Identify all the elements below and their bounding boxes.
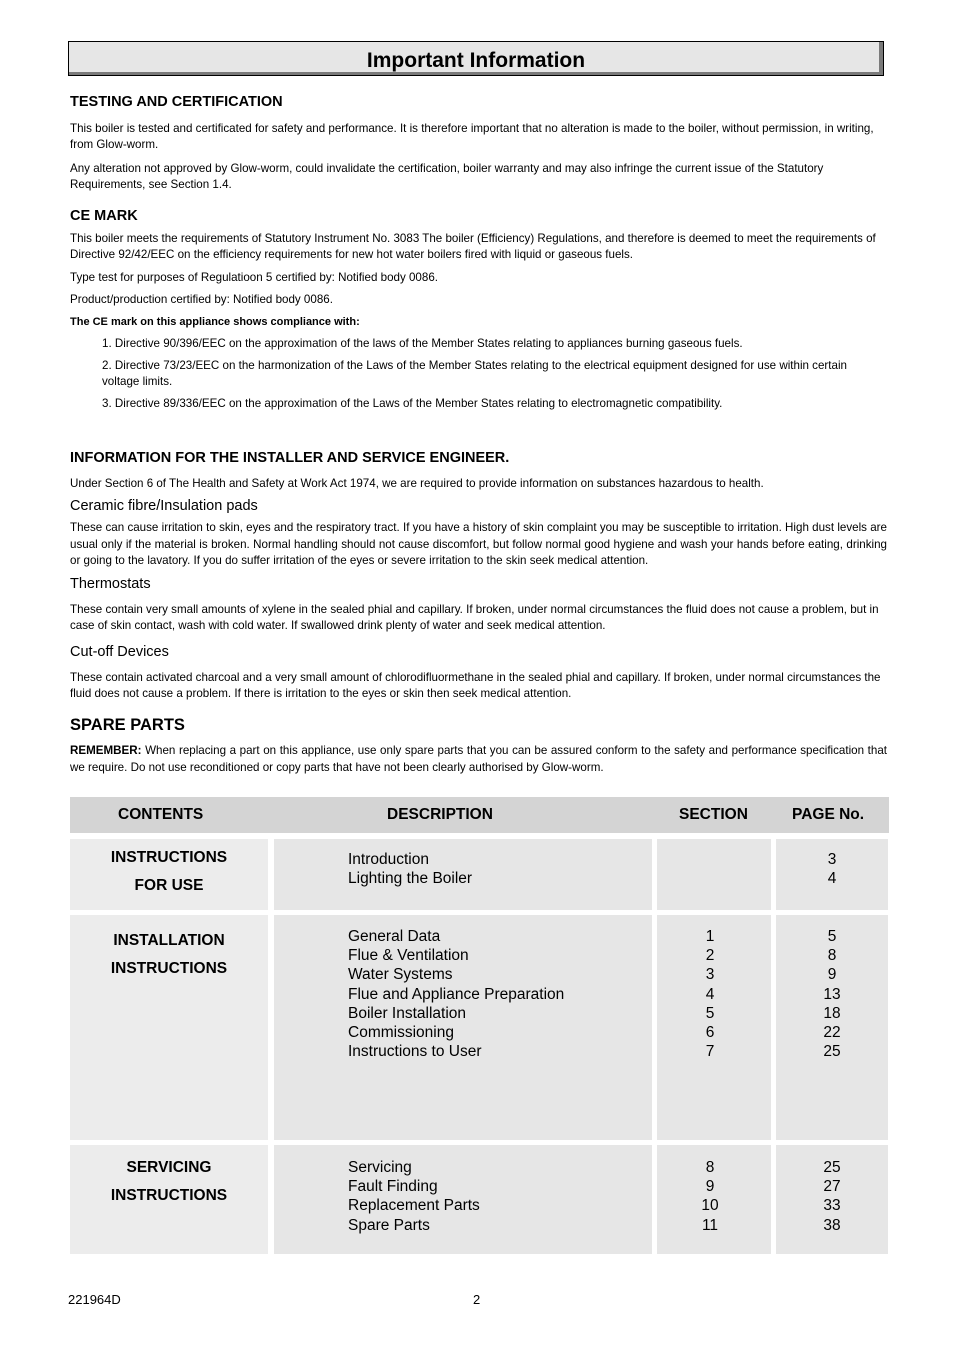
list-item: Servicing (348, 1159, 412, 1176)
list-item: 25 (823, 1159, 841, 1176)
remember-text: When replacing a part on this appliance, use only spare parts that you can be assured conform to the safety and performance specification that we require. Do not use reconditioned or copy parts that have not been clearly authorised by Glow-worm. (70, 743, 887, 774)
section-list (657, 1158, 763, 1235)
page-number: 2 (473, 1292, 481, 1307)
list-item: 4 (705, 985, 715, 1003)
list-item: 11 (701, 1216, 719, 1234)
list-item: 4 (827, 870, 837, 888)
list-item: 2. Directive 73/23/EEC on the harmonization of the Laws of the Member States relating to the electrical equipment designed for use within certain voltage limits. (102, 359, 847, 388)
testing-paragraph-1: This boiler is tested and certificated for safety and performance. It is therefore important that no alteration is made to the boiler, without permission, in writing, from Glow-worm. (70, 122, 874, 151)
list-item: 9 (827, 966, 837, 984)
list-item: Fault Finding (348, 1178, 438, 1196)
list-item: 3 (705, 966, 715, 984)
page-title: Important Information (366, 49, 586, 72)
list-item: 5 (827, 928, 837, 945)
page-list (776, 1158, 888, 1235)
title-box (68, 41, 884, 76)
list-item: Instructions to User (348, 1043, 482, 1061)
header-page: PAGE No. (792, 806, 865, 823)
list-item: 8 (705, 1159, 715, 1176)
description-list (348, 1158, 480, 1235)
list-item: 18 (823, 1004, 841, 1022)
ce-paragraph-2: Type test for purposes of Regulatioon 5 certified by: Notified body 0086. (70, 271, 438, 284)
table-row (70, 1145, 889, 1254)
list-item: Lighting the Boiler (348, 870, 473, 888)
list-item: 2 (705, 947, 715, 965)
list-item: 6 (705, 1024, 715, 1042)
list-item: 1. Directive 90/396/EEC on the approximation of the laws of the Member States relating to appliances burning gaseous fuels. (102, 337, 743, 350)
document-code: 221964D (68, 1292, 121, 1307)
list-item: 13 (823, 985, 841, 1003)
list-item: 25 (823, 1043, 841, 1061)
page-list (776, 850, 888, 888)
list-item: Introduction (348, 851, 429, 868)
list-item: 7 (705, 1043, 715, 1061)
thermostats-text: These contain very small amounts of xylene in the sealed phial and capillary. If broken, under normal circumstances the fluid does not cause a problem, but in case of skin contact, wash with cold water. If swallowed drink plenty of water and seek medical attention. (70, 602, 879, 632)
list-item: 1 (705, 928, 715, 945)
table-row (70, 915, 889, 1140)
ceramic-text: These can cause irritation to skin, eyes and the respiratory tract. If you have a history of skin complaint you may be susceptible to irritation. High dust levels are usual only if the material is broken. Normal handling should not cause discomfort, but follow normal good hygiene and wash your hands before eating, drinking or going to the lavatory. If you do suffer irritation of the eyes or severe irritation to the skin seek medical attention. (70, 521, 887, 567)
list-item: General Data (348, 928, 441, 945)
list-item: Flue and Appliance Preparation (348, 985, 565, 1003)
cutoff-text: These contain activated charcoal and a very small amount of chlorodifluormethane in the sealed phial and capillary. If broken, under normal circumstances the fluid does not cause a problem. If there is irritation to the eyes or skin then seek medical attention. (70, 670, 881, 700)
header-description: DESCRIPTION (387, 806, 493, 823)
remember-label: REMEMBER: (70, 743, 142, 757)
group-label-line-1: INSTALLATION (113, 932, 225, 949)
testing-heading: TESTING AND CERTIFICATION (70, 94, 283, 110)
contents-table-header (70, 797, 889, 833)
cutoff-heading: Cut-off Devices (70, 643, 169, 660)
list-item: 33 (823, 1197, 841, 1215)
description-list (348, 927, 564, 1061)
ce-paragraph-1: This boiler meets the requirements of Statutory Instrument No. 3083 The boiler (Efficiency) Regulations, and therefore is deemed to meet the requirements of Directive 92/42/EEC on the efficiency requirements for new hot water boilers fired with liquid or gaseous fuels. (70, 232, 876, 261)
group-label-line-2: FOR USE (134, 877, 204, 894)
ce-paragraph-3: Product/production certified by: Notified body 0086. (70, 293, 333, 306)
list-item: Replacement Parts (348, 1197, 480, 1215)
ceramic-heading: Ceramic fibre/Insulation pads (70, 498, 258, 514)
header-section: SECTION (679, 806, 748, 823)
list-item: 5 (705, 1004, 715, 1022)
ce-heading: CE MARK (70, 208, 138, 224)
group-label-line-1: SERVICING (126, 1159, 212, 1176)
section-list (657, 927, 763, 1061)
list-item: 3 (827, 851, 837, 868)
thermostats-heading: Thermostats (70, 575, 151, 592)
testing-paragraph-2: Any alteration not approved by Glow-worm, could invalidate the certification, boiler warranty and may also infringe the current issue of the Statutory Requirements, see Section 1.4. (70, 162, 824, 191)
list-item: 8 (827, 947, 837, 965)
list-item: 22 (823, 1024, 841, 1042)
spare-parts-remember (70, 742, 887, 776)
section-cell (657, 839, 771, 910)
list-item: 38 (823, 1216, 841, 1234)
list-item: 10 (701, 1197, 719, 1215)
ce-compliance-label: The CE mark on this appliance shows compliance with: (70, 316, 360, 328)
main-content (70, 94, 887, 776)
list-item: Commissioning (348, 1024, 454, 1042)
group-label-line-2: INSTRUCTIONS (110, 1187, 228, 1204)
description-list (348, 850, 472, 888)
header-contents: CONTENTS (118, 806, 204, 823)
installer-intro: Under Section 6 of The Health and Safety at Work Act 1974, we are required to provide information on substances hazardous to health. (70, 477, 764, 490)
page-list (776, 927, 888, 1061)
group-label (70, 927, 268, 983)
list-item: 3. Directive 89/336/EEC on the approximation of the Laws of the Member States relating to electromagnetic compatibility. (102, 397, 723, 410)
list-item: 9 (705, 1178, 715, 1196)
list-item: Water Systems (348, 966, 453, 984)
group-label (70, 1154, 268, 1210)
table-row (70, 839, 889, 910)
spare-parts-heading: SPARE PARTS (70, 715, 185, 734)
group-label-line-2: INSTRUCTIONS (110, 960, 228, 977)
list-item: Flue & Ventilation (348, 947, 469, 965)
list-item: 27 (823, 1178, 841, 1196)
ce-directive-list (70, 336, 887, 412)
group-label-line-1: INSTRUCTIONS (110, 849, 228, 866)
installer-heading: INFORMATION FOR THE INSTALLER AND SERVICE ENGINEER. (70, 450, 510, 466)
list-item: Boiler Installation (348, 1004, 467, 1022)
list-item: Spare Parts (348, 1216, 430, 1234)
group-label (70, 844, 268, 900)
